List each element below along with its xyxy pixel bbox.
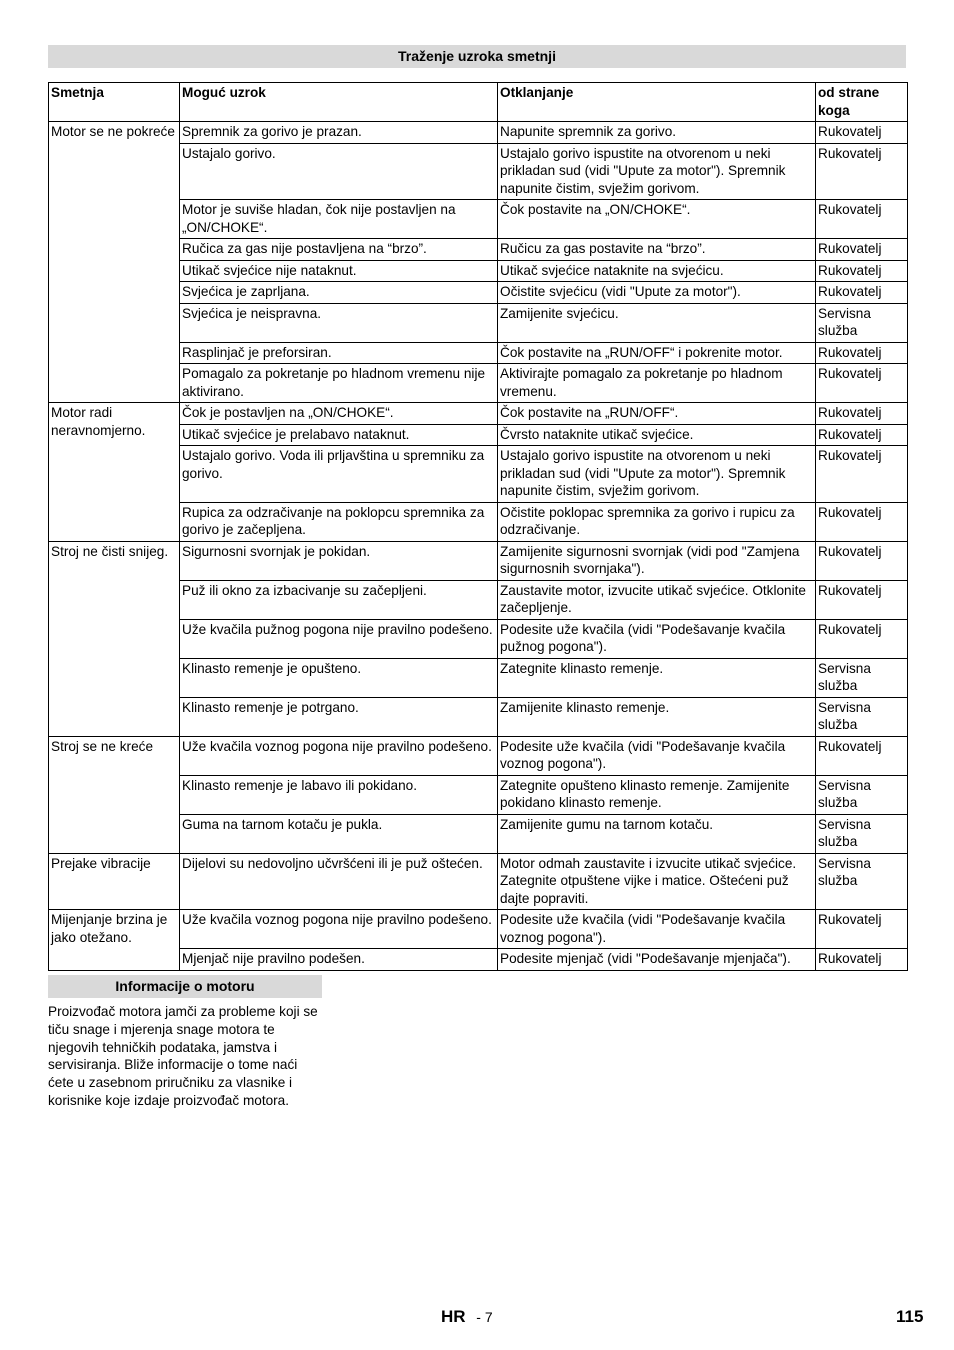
cause-cell: Svjećica je neispravna. [180,303,498,342]
remedy-cell: Čok postavite na „RUN/OFF“. [498,403,816,425]
table-body [49,122,908,971]
header-by: od strane koga [816,83,908,122]
table-row [49,853,908,910]
responsible-cell: Servisna služba [816,775,908,814]
responsible-cell: Rukovatelj [816,282,908,304]
responsible-cell: Rukovatelj [816,446,908,503]
cause-cell: Uže kvačila voznog pogona nije pravilno podešeno. [180,736,498,775]
responsible-cell: Servisna služba [816,814,908,853]
remedy-cell: Zategnite klinasto remenje. [498,658,816,697]
cause-cell: Sigurnosni svornjak je pokidan. [180,541,498,580]
footer-page-label [441,1307,493,1327]
table-row [49,403,908,425]
table-row [49,736,908,775]
cause-cell: Mjenjač nije pravilno podešen. [180,949,498,971]
footer-page-number: 115 [896,1307,924,1326]
cause-cell: Klinasto remenje je labavo ili pokidano. [180,775,498,814]
header-fault: Smetnja [49,83,180,122]
remedy-cell: Zamijenite sigurnosni svornjak (vidi pod "Zamjena sigurnosnih svornjaka"). [498,541,816,580]
remedy-cell: Zamijenite klinasto remenje. [498,697,816,736]
fault-cell: Prejake vibracije [49,853,180,910]
remedy-cell: Čok postavite na „RUN/OFF“ i pokrenite motor. [498,342,816,364]
footer-section-page: - 7 [476,1309,493,1325]
remedy-cell: Očistite svjećicu (vidi "Upute za motor"). [498,282,816,304]
fault-cell: Mijenjanje brzina je jako otežano. [49,910,180,971]
cause-cell: Uže kvačila pužnog pogona nije pravilno podešeno. [180,619,498,658]
responsible-cell: Servisna služba [816,853,908,910]
remedy-cell: Ručicu za gas postavite na “brzo”. [498,239,816,261]
remedy-cell: Čvrsto nataknite utikač svjećice. [498,424,816,446]
remedy-cell: Podesite uže kvačila (vidi "Podešavanje kvačila pužnog pogona"). [498,619,816,658]
cause-cell: Rasplinjač je preforsiran. [180,342,498,364]
cause-cell: Uže kvačila voznog pogona nije pravilno podešeno. [180,910,498,949]
remedy-cell: Utikač svjećice nataknite na svjećicu. [498,260,816,282]
responsible-cell: Rukovatelj [816,424,908,446]
cause-cell: Spremnik za gorivo je prazan. [180,122,498,144]
fault-cell: Stroj ne čisti snijeg. [49,541,180,736]
responsible-cell: Rukovatelj [816,364,908,403]
remedy-cell: Zategnite opušteno klinasto remenje. Zamijenite pokidano klinasto remenje. [498,775,816,814]
header-remedy: Otklanjanje [498,83,816,122]
responsible-cell: Rukovatelj [816,736,908,775]
table-header-row [49,83,908,122]
remedy-cell: Motor odmah zaustavite i izvucite utikač svjećice. Zategnite otpuštene vijke i matice. Oštećeni puž dajte popraviti. [498,853,816,910]
remedy-cell: Očistite poklopac spremnika za gorivo i rupicu za odzračivanje. [498,502,816,541]
responsible-cell: Rukovatelj [816,342,908,364]
troubleshooting-table [48,82,908,971]
cause-cell: Klinasto remenje je opušteno. [180,658,498,697]
motor-info-text: Proizvođač motora jamči za probleme koji se tiču snage i mjerenja snage motora te njegovih tehničkih podataka, jamstva i servisiranja. Bliže informacije o tome naći ćete u zasebnom priručniku za vlasnike i korisnike koje izdaje proizvođač motora. [48,1004,318,1108]
responsible-cell: Rukovatelj [816,143,908,200]
cause-cell: Motor je suviše hladan, čok nije postavljen na „ON/CHOKE“. [180,200,498,239]
remedy-cell: Podesite mjenjač (vidi "Podešavanje mjenjača"). [498,949,816,971]
remedy-cell: Zamijenite gumu na tarnom kotaču. [498,814,816,853]
responsible-cell: Rukovatelj [816,502,908,541]
fault-cell: Motor radi neravnomjerno. [49,403,180,542]
cause-cell: Ustajalo gorivo. [180,143,498,200]
cause-cell: Dijelovi su nedovoljno učvršćeni ili je puž oštećen. [180,853,498,910]
fault-cell: Stroj se ne kreće [49,736,180,853]
responsible-cell: Rukovatelj [816,260,908,282]
responsible-cell: Rukovatelj [816,910,908,949]
cause-cell: Pomagalo za pokretanje po hladnom vremenu nije aktivirano. [180,364,498,403]
cause-cell: Svjećica je zaprljana. [180,282,498,304]
responsible-cell: Rukovatelj [816,239,908,261]
remedy-cell: Zaustavite motor, izvucite utikač svjećice. Otklonite začepljenje. [498,580,816,619]
section-title: Traženje uzroka smetnji [48,45,906,68]
responsible-cell: Rukovatelj [816,200,908,239]
cause-cell: Ručica za gas nije postavljena na “brzo”. [180,239,498,261]
responsible-cell: Rukovatelj [816,541,908,580]
cause-cell: Ustajalo gorivo. Voda ili prljavština u spremniku za gorivo. [180,446,498,503]
remedy-cell: Podesite uže kvačila (vidi "Podešavanje kvačila voznog pogona"). [498,910,816,949]
table-row [49,122,908,144]
cause-cell: Čok je postavljen na „ON/CHOKE“. [180,403,498,425]
footer-language: HR [441,1307,466,1326]
cause-cell: Rupica za odzračivanje na poklopcu spremnika za gorivo je začepljena. [180,502,498,541]
responsible-cell: Rukovatelj [816,580,908,619]
cause-cell: Klinasto remenje je potrgano. [180,697,498,736]
table-row [49,910,908,949]
remedy-cell: Zamijenite svjećicu. [498,303,816,342]
cause-cell: Guma na tarnom kotaču je pukla. [180,814,498,853]
cause-cell: Puž ili okno za izbacivanje su začepljeni. [180,580,498,619]
responsible-cell: Rukovatelj [816,949,908,971]
cause-cell: Utikač svjećice je prelabavo nataknut. [180,424,498,446]
responsible-cell: Rukovatelj [816,619,908,658]
table-row [49,541,908,580]
remedy-cell: Aktivirajte pomagalo za pokretanje po hladnom vremenu. [498,364,816,403]
motor-info-title: Informacije o motoru [48,975,322,998]
responsible-cell: Servisna služba [816,658,908,697]
remedy-cell: Ustajalo gorivo ispustite na otvorenom u neki prikladan sud (vidi "Upute za motor"). Spremnik napunite čistim, svježim gorivom. [498,446,816,503]
remedy-cell: Podesite uže kvačila (vidi "Podešavanje kvačila voznog pogona"). [498,736,816,775]
responsible-cell: Rukovatelj [816,403,908,425]
remedy-cell: Napunite spremnik za gorivo. [498,122,816,144]
fault-cell: Motor se ne pokreće [49,122,180,403]
cause-cell: Utikač svjećice nije nataknut. [180,260,498,282]
header-cause: Moguć uzrok [180,83,498,122]
remedy-cell: Ustajalo gorivo ispustite na otvorenom u neki prikladan sud (vidi "Upute za motor"). Spremnik napunite čistim, svježim gorivom. [498,143,816,200]
responsible-cell: Servisna služba [816,697,908,736]
responsible-cell: Servisna služba [816,303,908,342]
responsible-cell: Rukovatelj [816,122,908,144]
remedy-cell: Čok postavite na „ON/CHOKE“. [498,200,816,239]
